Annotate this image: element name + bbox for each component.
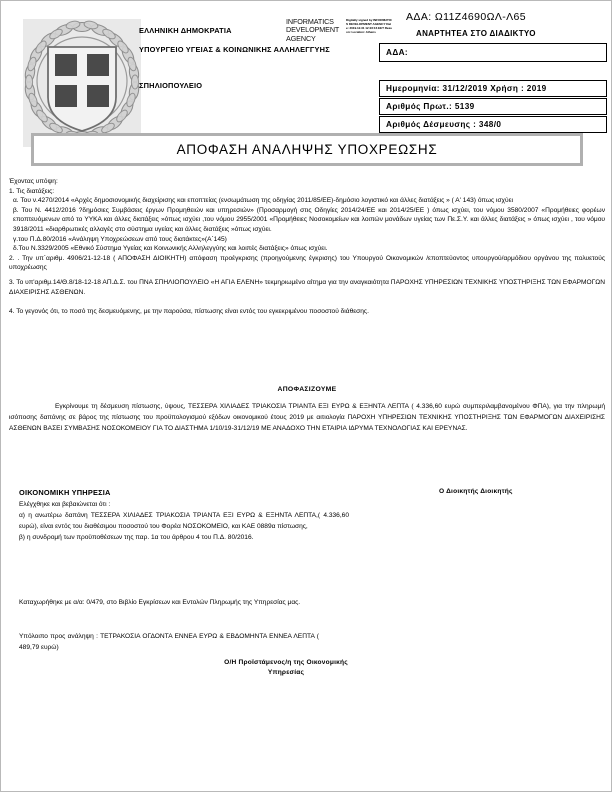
org-line-ministry: ΥΠΟΥΡΓΕΙΟ ΥΓΕΙΑΣ & ΚΟΙΝΩΝΙΚΗΣ ΑΛΛΗΛΕΓΓΥΗΣ — [139, 45, 330, 54]
org-line-republic: ΕΛΛΗΝΙΚΗ ΔΗΜΟΚΡΑΤΙΑ — [139, 26, 232, 35]
financial-service-section — [19, 499, 349, 543]
final-signature-block — [121, 658, 451, 678]
registration-text: Καταχωρήθηκε με α/α: 0/479, στο Βιβλίο Εγκρίσεων και Εντολών Πληρωμής της Υπηρεσίας μας. — [19, 599, 301, 606]
administrator-signature-label: Ο Διοικητής Διοικητής — [439, 488, 513, 495]
remaining-balance-text: Υπόλοιπο προς ανάληψη : ΤΕΤΡΑΚΟΣΙΑ ΟΓΔΟΝΤΑ ΕΝΝΕΑ ΕΥΡΩ & ΕΒΔΟΜΗΝΤΑ ΕΝΝΕΑ ΛΕΠΤΑ ( 489,79 ευρώ) — [19, 633, 319, 651]
provision-item-g: γ.του Π.Δ.80/2016 «Ανάληψη Υποχρεώσεων από τους διατάκτες»(Α΄145) — [13, 235, 227, 243]
protocol-number-box: Αριθμός Πρωτ.: 5139 — [379, 98, 607, 115]
preamble-section — [9, 177, 605, 317]
final-signature-line-2: Υπηρεσίας — [267, 669, 305, 676]
provisions-label: 1. Τις διατάξεις: — [9, 187, 55, 195]
digital-signature-stamp — [286, 18, 391, 62]
commitment-number-box: Αριθμός Δέσμευσης : 348/0 — [379, 116, 607, 133]
greek-coat-of-arms-emblem — [23, 19, 141, 147]
financial-service-heading: ΟΙΚΟΝΟΜΙΚΗ ΥΠΗΡΕΣΙΑ — [19, 488, 111, 497]
org-line-institution: ΣΠΗΛΙΟΠΟΥΛΕΙΟ — [139, 81, 203, 90]
final-signature-line-1: Ο/Η Προϊστάμενος/η της Οικονομικής — [224, 659, 348, 666]
decision-section — [9, 401, 605, 434]
having-regard-line: Έχοντας υπόψη: — [9, 178, 58, 185]
document-header — [1, 1, 612, 151]
financial-intro: Ελέγχθηκε και βεβαιώνεται ότι : — [19, 501, 111, 508]
decision-heading: ΑΠΟΦΑΣΙΖΟΥΜΕ — [277, 386, 337, 393]
balance-section — [19, 631, 319, 653]
registration-section — [19, 597, 319, 608]
ida-agency-name: INFORMATICS DEVELOPMENT AGENCY — [286, 17, 340, 43]
provision-item-a: α. Του ν.4270/2014 «Αρχές δημοσιονομικής διαχείρισης και εποπτείας (ενσωμάτωση της οδηγίας 2011/85/ΕΕ)-δημόσιο λογιστικό και άλλες διατάξεις » ( Α' 143) όπως ισχύει — [13, 197, 514, 205]
financial-item-a: α) η ανωτέρω δαπάνη ΤΕΣΣΕΡΑ ΧΙΛΙΑΔΕΣ ΤΡΙΑΚΟΣΙΑ ΤΡΙΑΝΤΑ ΕΞΙ ΕΥΡΩ & ΕΞΗΝΤΑ ΛΕΠΤΑ,( 4.336,60 ευρώ), είναι εντός του διαθέσιμου ποσοστού του Φορέα ΝΟΣΟΚΟΜΕΙΟ, και ΚΑΕ 0889α πίστωσης, — [19, 512, 349, 530]
financial-item-b: β) η συνδρομή των προϋποθέσεων της παρ. 1α του άρθρου 4 του Π.Δ. 80/2016. — [19, 534, 254, 541]
ada-code: ΑΔΑ: Ω11Ζ4690ΩΛ-Λ65 — [406, 11, 527, 23]
provision-item-d: δ.Του Ν.3329/2005 «Εθνικό Σύστημα Υγείας και Κοινωνικής Αλληλεγγύης και λοιπές διατάξεις» όπως ισχύει. — [13, 245, 328, 253]
ada-field-box: ΑΔΑ: — [379, 43, 607, 62]
provision-item-b: β. Του Ν. 4412/2016 ?δημόσιες Συμβάσεις έργων Προμηθειών και υπηρεσιών» (Προσαρμογή στις Οδηγίες 2014/24/ΕΕ και 2014/25/ΕΕ ) όπως ισχύει, του νόμου 3580/2007 «Προμήθειες φορέων εποπτευόμενων από το ΥΥΚΑ και άλλες διατάξεις »όπως ισχύει ,του νόμου 2955/2001 «Προμήθειες Νοσοκομείων και λοιπών μονάδων υγείας των Πε.Σ.Υ. και άλλες διατάξεις » όπως ισχύει , του νόμου 3918/2011 «διαρθρωτικές αλλαγές στο σύστημα υγείας και άλλες διατάξεις »όπως ισχύει. — [13, 206, 605, 233]
date-field-box: Ημερομηνία: 31/12/2019 Χρήση : 2019 — [379, 80, 607, 97]
preamble-item-2: 2. . Την υπ΄αριθμ. 4906/21-12-18 ( ΑΠΟΦΑΣΗ ΔΙΟΙΚΗΤΗ) απόφαση προέγκρισης (προηγούμενης έγκρισης) του Υπουργού Οικονομικών /εποπτεύοντος υπουργού/αρμόδιου οργάνου της πολυετούς υποχρέωσης — [9, 254, 605, 272]
title-banner — [31, 133, 583, 166]
publication-notice: ΑΝΑΡΤΗΤΕΑ ΣΤΟ ΔΙΑΔΙΚΤΥΟ — [416, 29, 536, 38]
ida-signature-details: Digitally signed by INFORMATICS DEVELOPMENT AGENCY Date: 2019.12.31 12:23:16 EET Reason: Location: Athens — [346, 18, 392, 34]
preamble-item-4: 4. Το γεγονός ότι, το ποσό της δεσμευόμενης, με την παρούσα, πίστωσης είναι εντός του εγκεκριμένου ποσοστού διάθεσης. — [9, 308, 369, 316]
decision-paragraph: Εγκρίνουμε τη δέσμευση πίστωσης, ύψους, ΤΕΣΣΕΡΑ ΧΙΛΙΑΔΕΣ ΤΡΙΑΚΟΣΙΑ ΤΡΙΑΝΤΑ ΕΞΙ ΕΥΡΩ & ΕΞΗΝΤΑ ΛΕΠΤΑ ( 4.336,60 ευρώ συμπεριλαμβανομένου ΦΠΑ), για την πληρωμή ισόποσης δαπάνης σε βάρος της πίστωσης του προϋπολογισμού εξόδων οικονομικού έτους 2019 με αιτιολογία ΠΑΡΟΧΗ ΥΠΗΡΕΣΙΩΝ ΤΕΧΝΙΚΗΣ ΥΠΟΣΤΗΡΙΞΗΣ ΤΩΝ ΕΦΑΡΜΟΓΩΝ ΔΙΑΧΕΙΡΙΣΗΣ ΑΣΘΕΝΩΝ ΒΑΣΕΙ ΣΥΜΒΑΣΗΣ ΝΟΣΟΚΟΜΕΙΟΥ ΓΙΑ ΤΟ ΔΙΑΣΤΗΜΑ 1/10/19-31/12/19 ΜΕ ΑΝΑΔΟΧΟ ΤΗΝ ΕΤΑΙΡΙΑ ΙΔΡΥΜΑ ΤΕΧΝΟΛΟΓΙΑΣ ΚΑΙ ΕΡΕΥΝΑΣ. — [9, 403, 605, 432]
document-title: ΑΠΟΦΑΣΗ ΑΝΑΛΗΨΗΣ ΥΠΟΧΡΕΩΣΗΣ — [176, 142, 438, 157]
preamble-item-3: 3. Το υπ'αριθμ.14/Θ.8/18-12-18 ΑΠ.Δ.Σ. του ΠΝΑ ΣΠΗΛΙΟΠΟΥΛΕΙΟ «Η ΑΓΙΑ ΕΛΕΝΗ» τεκμηριωμένο αίτημα για την αναγκαιότητα ΠΑΡΟΧΗΣ ΥΠΗΡΕΣΙΩΝ ΤΕΧΝΙΚΗΣ ΥΠΟΣΤΗΡΙΞΗΣ ΤΩΝ ΕΦΑΡΜΟΓΩΝ ΔΙΑΧΕΙΡΙΣΗΣ ΑΣΘΕΝΩΝ. — [9, 278, 605, 296]
